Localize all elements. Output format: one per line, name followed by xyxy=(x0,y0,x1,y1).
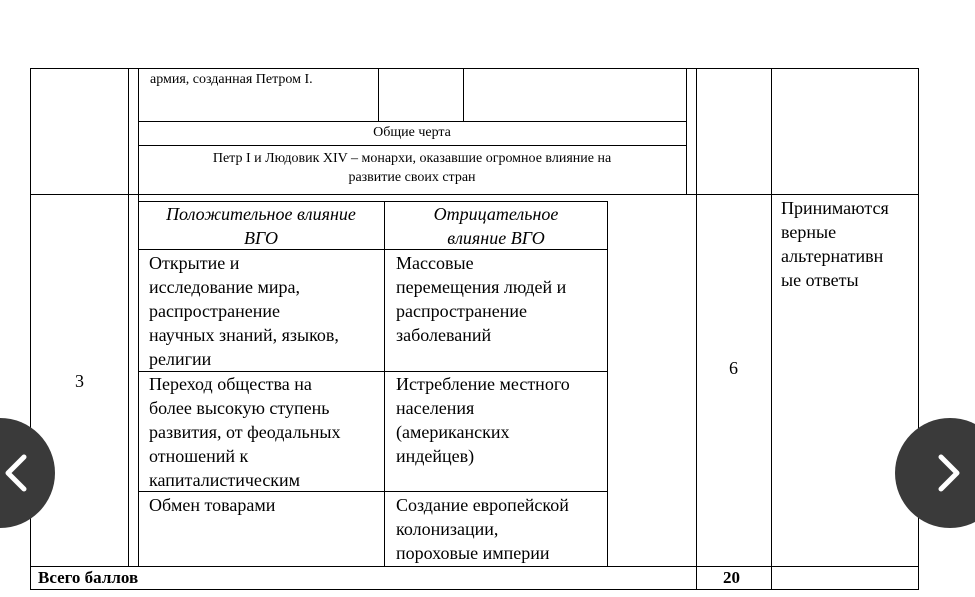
cell-line: Переход общества на xyxy=(149,374,312,394)
header-line: ВГО xyxy=(244,228,278,248)
negative-cell xyxy=(396,251,566,347)
next-button[interactable] xyxy=(895,418,975,528)
cell-line: религии xyxy=(149,349,212,369)
negative-cell xyxy=(396,372,570,468)
row-points: 6 xyxy=(729,358,738,378)
common-features-header: Общие черта xyxy=(373,125,451,140)
negative-influence-header xyxy=(385,202,607,250)
cell-line: заболеваний xyxy=(396,325,492,345)
cell-line: колонизации, xyxy=(396,519,499,539)
positive-cell xyxy=(149,251,339,371)
cell-line: индейцев) xyxy=(396,446,475,466)
total-label: Всего баллов xyxy=(38,568,139,587)
positive-influence-header xyxy=(138,202,384,250)
cell-line: Обмен товарами xyxy=(149,495,276,515)
common-features-text-line1: Петр I и Людовик XIV – монархи, оказавшие огромное влияние на xyxy=(212,151,612,166)
army-text: армия, созданная Петром I. xyxy=(150,72,313,87)
total-value: 20 xyxy=(723,568,740,587)
cell-line: развития, от феодальных xyxy=(149,422,341,442)
header-line: влияние ВГО xyxy=(447,228,545,248)
note-line: альтернативн xyxy=(781,246,884,266)
cell-line: Открытие и xyxy=(149,253,240,273)
cell-line: Создание европейской xyxy=(396,495,569,515)
cell-line: распространение xyxy=(149,301,281,321)
header-line: Положительное влияние xyxy=(166,204,356,224)
cell-line: Массовые xyxy=(396,253,474,273)
cell-line: исследование мира, xyxy=(149,277,301,297)
cell-line: капиталистическим xyxy=(149,470,301,490)
note-line: ые ответы xyxy=(781,270,859,290)
negative-cell xyxy=(396,493,569,565)
row-number: 3 xyxy=(75,371,84,391)
cell-line: распространение xyxy=(396,301,528,321)
cell-line: научных знаний, языков, xyxy=(149,325,339,345)
chevron-right-icon xyxy=(933,453,963,493)
row-note xyxy=(781,196,889,292)
cell-line: населения xyxy=(396,398,475,418)
cell-line: отношений к xyxy=(149,446,249,466)
note-line: Принимаются xyxy=(781,198,889,218)
positive-cell xyxy=(149,493,275,517)
note-line: верные xyxy=(781,222,837,242)
cell-line: (американских xyxy=(396,422,510,442)
common-features-text-line2: развитие своих стран xyxy=(348,170,476,185)
cell-line: более высокую ступень xyxy=(149,398,330,418)
cell-line: пороховые империи xyxy=(396,543,550,563)
chevron-left-icon xyxy=(2,453,32,493)
prev-button[interactable] xyxy=(0,418,55,528)
cell-line: перемещения людей и xyxy=(396,277,567,297)
cell-line: Истребление местного xyxy=(396,374,570,394)
positive-cell xyxy=(149,372,341,492)
header-line: Отрицательное xyxy=(433,204,559,224)
